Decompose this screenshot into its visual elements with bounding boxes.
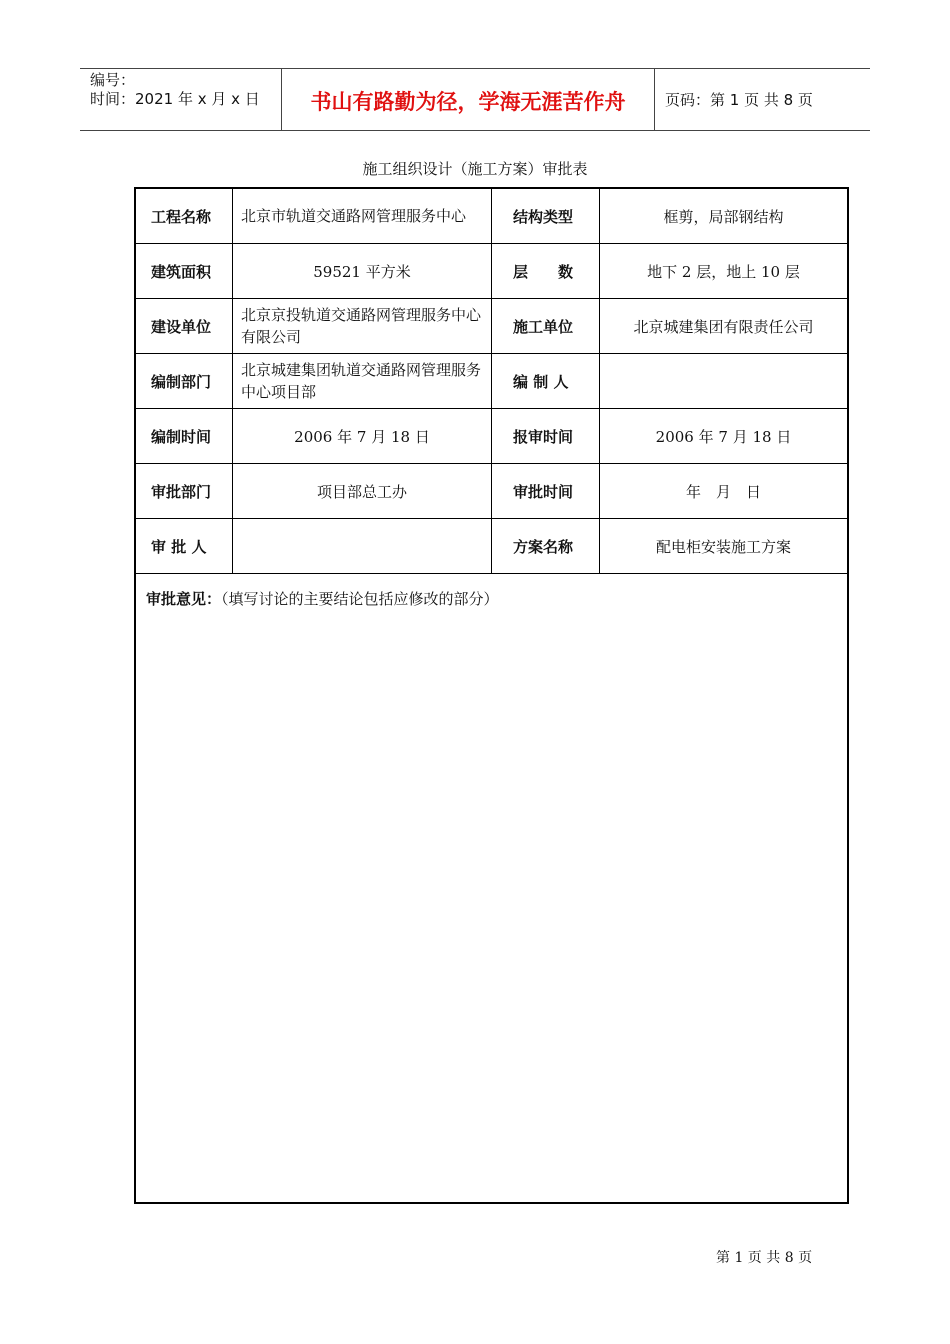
document-number-label: 编号：: [90, 71, 136, 89]
value-approval-date: 年 月 日: [685, 482, 761, 501]
label-compile-date: 编制时间: [136, 409, 233, 463]
label-project-name: 工程名称: [136, 189, 233, 243]
label-floor-count: 层 数: [492, 244, 600, 298]
label-approval-date: 审批时间: [492, 464, 600, 518]
label-building-area: 建筑面积: [136, 244, 233, 298]
value-building-area: 59521 平方米: [233, 244, 492, 298]
value-compile-date: 2006 年 7 月 18 日: [233, 409, 492, 463]
value-project-name: 北京市轨道交通路网管理服务中心: [233, 189, 492, 243]
value-compiling-dept: 北京城建集团轨道交通路网管理服务中心项目部: [233, 354, 492, 408]
value-plan-name: 配电柜安装施工方案: [655, 537, 791, 556]
header-motto-cell: [282, 69, 655, 130]
form-row-compiler: [136, 354, 847, 409]
label-owner-unit: 建设单位: [136, 299, 233, 353]
header-meta-cell: [80, 69, 282, 130]
form-row-project: [136, 189, 847, 244]
approval-opinion-area: [136, 574, 847, 1202]
label-structure-type: 结构类型: [492, 189, 600, 243]
header-page-cell: [655, 69, 870, 130]
label-compiling-dept: 编制部门: [136, 354, 233, 408]
value-owner-unit: 北京京投轨道交通路网管理服务中心有限公司: [233, 299, 492, 353]
form-row-area: [136, 244, 847, 299]
form-row-units: [136, 299, 847, 354]
header-page-number: 页码：第 1 页 共 8 页: [665, 91, 813, 109]
label-submit-date: 报审时间: [492, 409, 600, 463]
value-structure-type: 框剪，局部钢结构: [663, 207, 784, 226]
document-date-label: 时间：2021 年 x 月 x 日: [90, 90, 260, 108]
form-row-approval-dept: [136, 464, 847, 519]
value-floor-count: 地下 2 层，地上 10 层: [647, 262, 800, 281]
form-row-dates: [136, 409, 847, 464]
form-row-approver: [136, 519, 847, 574]
form-title: 施工组织设计（施工方案）审批表: [362, 160, 588, 178]
value-compiler: [600, 354, 847, 408]
label-approver: 审 批 人: [136, 519, 233, 573]
label-approval-dept: 审批部门: [136, 464, 233, 518]
header-motto: 书山有路勤为径，学海无涯苦作舟: [310, 90, 626, 114]
footer-page-number: 第 1 页 共 8 页: [716, 1250, 813, 1266]
document-header: [80, 68, 870, 131]
value-approver: [233, 519, 492, 573]
value-submit-date: 2006 年 7 月 18 日: [655, 427, 792, 446]
approval-opinion-hint: （填写讨论的主要结论包括应修改的部分）: [221, 590, 499, 608]
value-approval-dept: 项目部总工办: [233, 464, 492, 518]
label-plan-name: 方案名称: [492, 519, 600, 573]
label-construction-unit: 施工单位: [492, 299, 600, 353]
value-construction-unit: 北京城建集团有限责任公司: [633, 317, 814, 336]
label-compiler: 编 制 人: [492, 354, 600, 408]
approval-form-table: [134, 187, 849, 1204]
approval-opinion-label: 审批意见：: [146, 590, 222, 608]
